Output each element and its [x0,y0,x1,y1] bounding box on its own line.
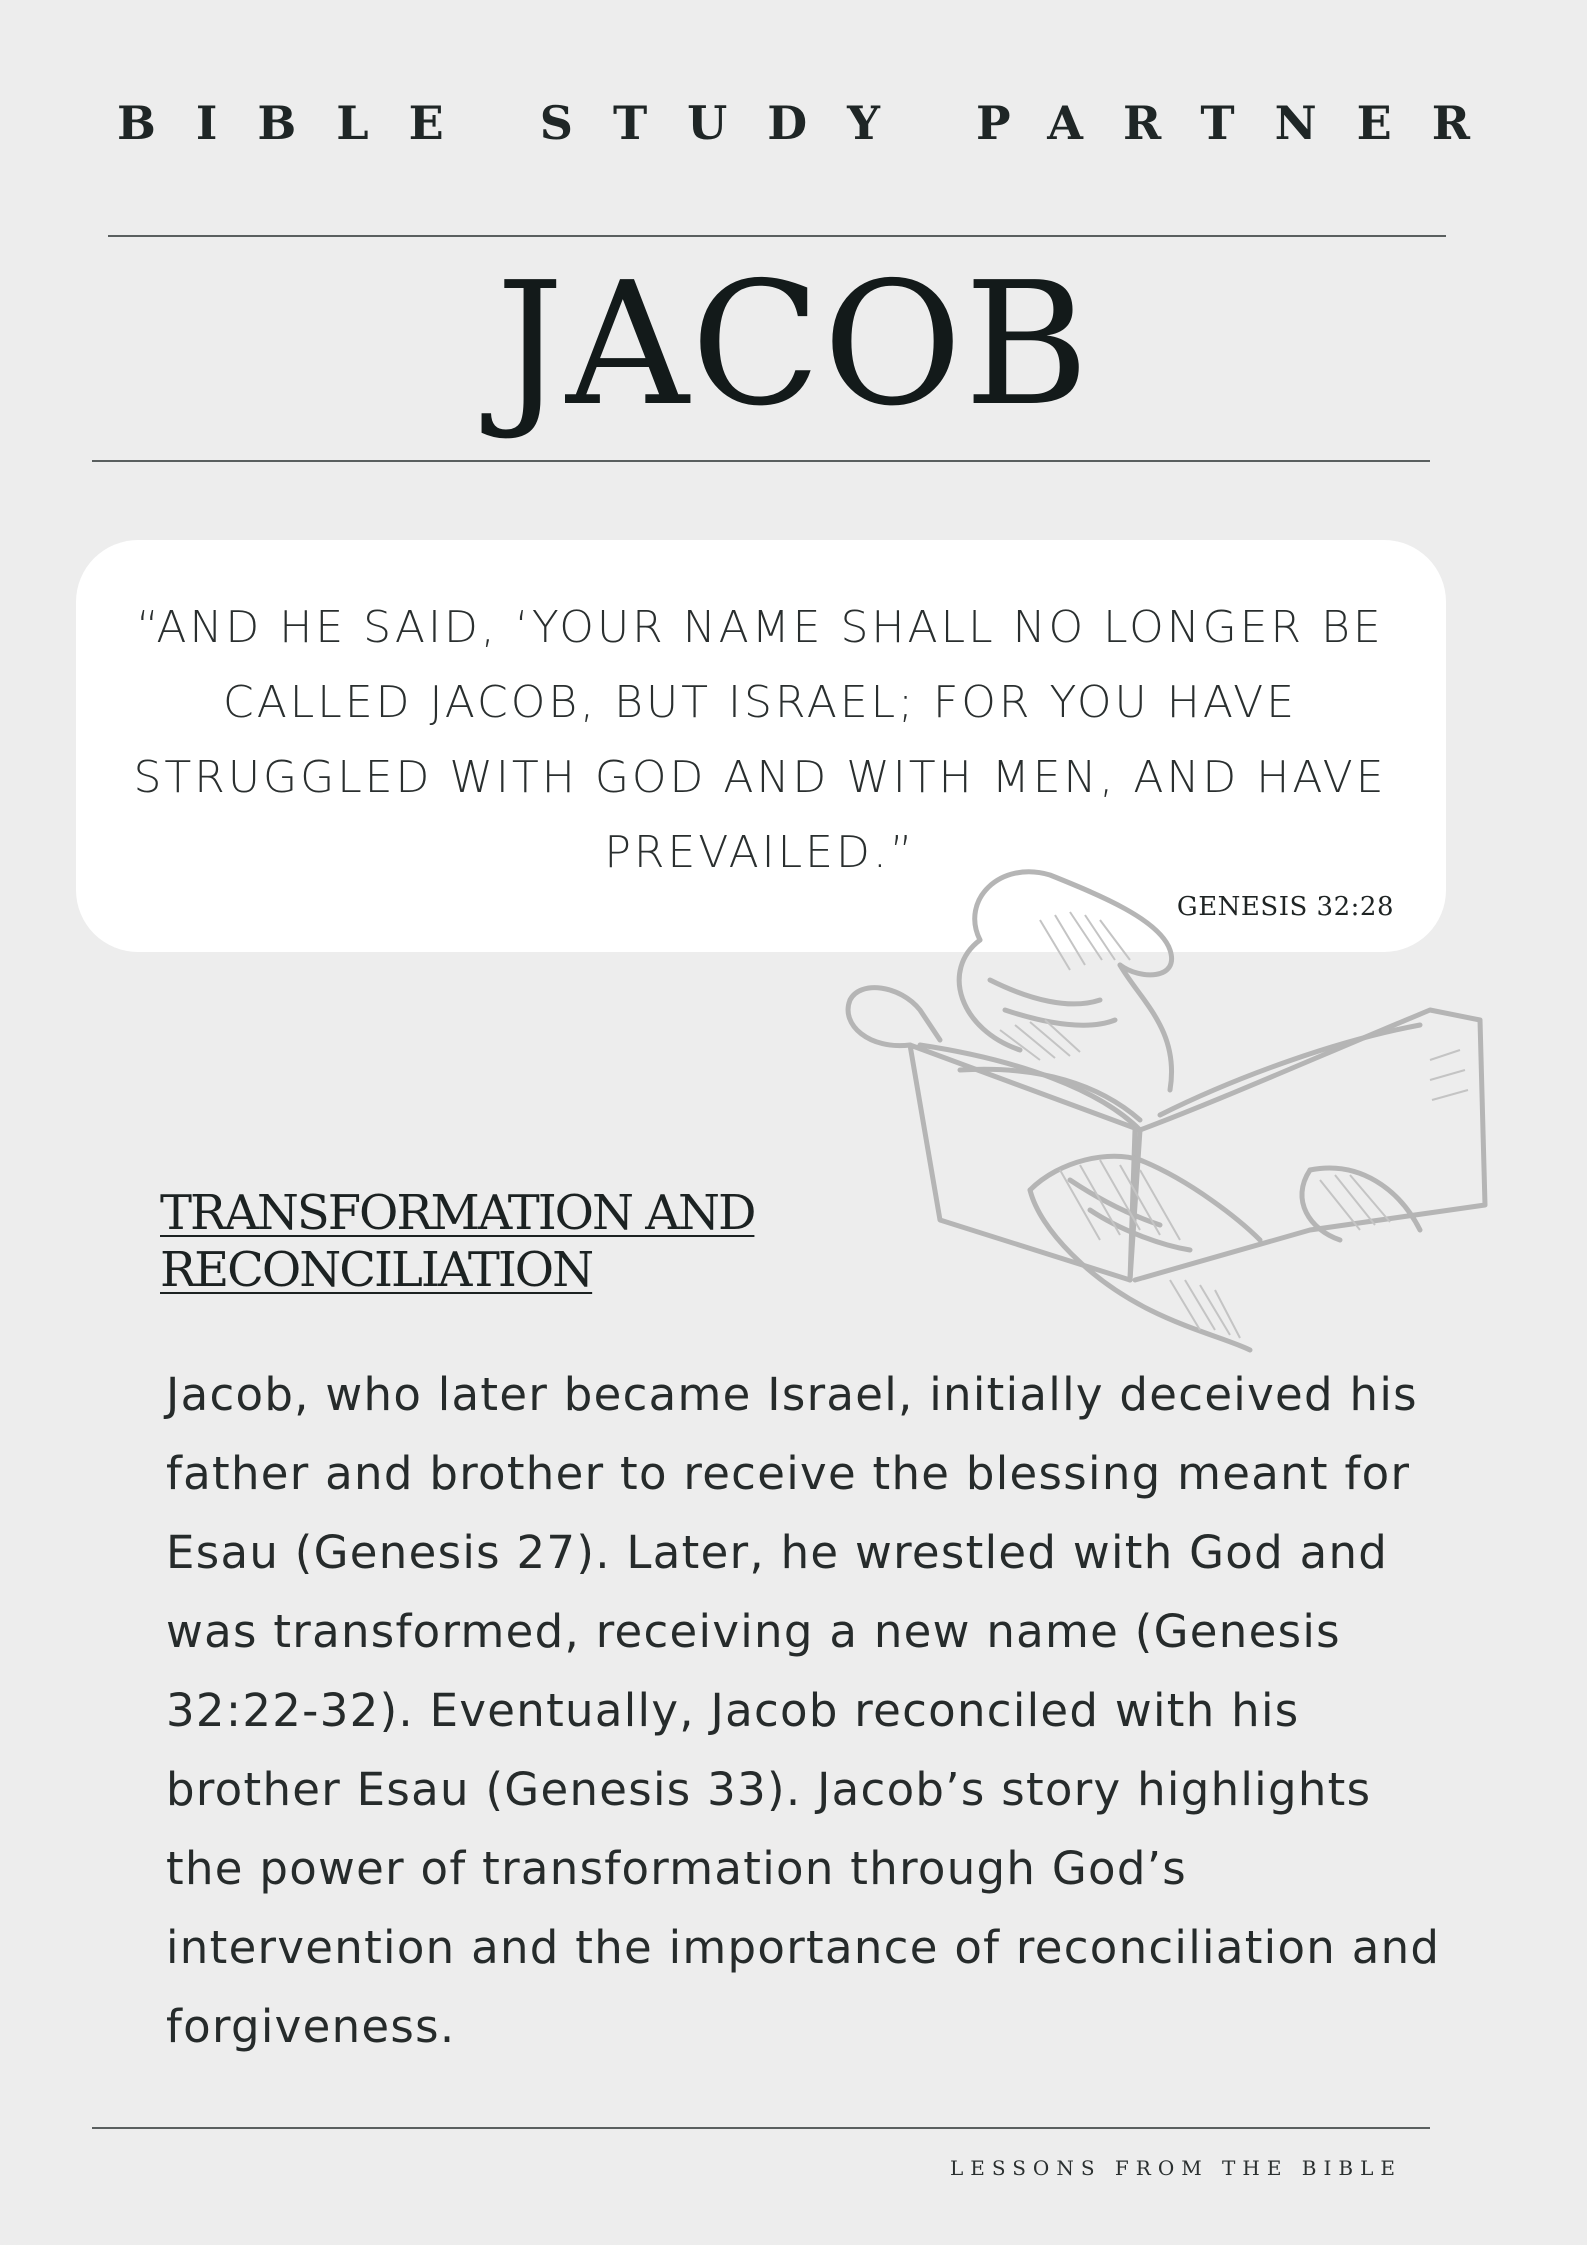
scripture-quote: “AND HE SAID, ‘YOUR NAME SHALL NO LONGER BE CALLED JACOB, BUT ISRAEL; FOR YOU HAVE STRUGGLED WITH GOD AND WITH MEN, AND HAVE PREVAILED.” [133,602,1387,878]
section-heading: TRANSFORMATION AND RECONCILIATION [160,1185,755,1298]
title-divider [92,460,1430,462]
page-kicker: BIBLE STUDY PARTNER [117,96,1510,150]
footer-divider [92,2127,1430,2129]
quote-citation: GENESIS 32:28 [1176,892,1394,922]
hands-holding-book-icon [840,860,1490,1380]
page-title: JACOB [495,246,1092,444]
top-divider [108,235,1446,237]
section-body: Jacob, who later became Israel, initially deceived his father and brother to receive the blessing meant for Esau (Genesis 27). Later, he wrestled with God and was transformed, receiving a new name (Genesis 32:22-32). Eventually, Jacob reconciled with his brother Esau (Genesis 33). Jacob’s story highlights the power of transformation through God’s intervention and the importance of reconciliation and forgiveness. [166,1368,1441,2053]
footer-tagline: LESSONS FROM THE BIBLE [950,2156,1402,2180]
